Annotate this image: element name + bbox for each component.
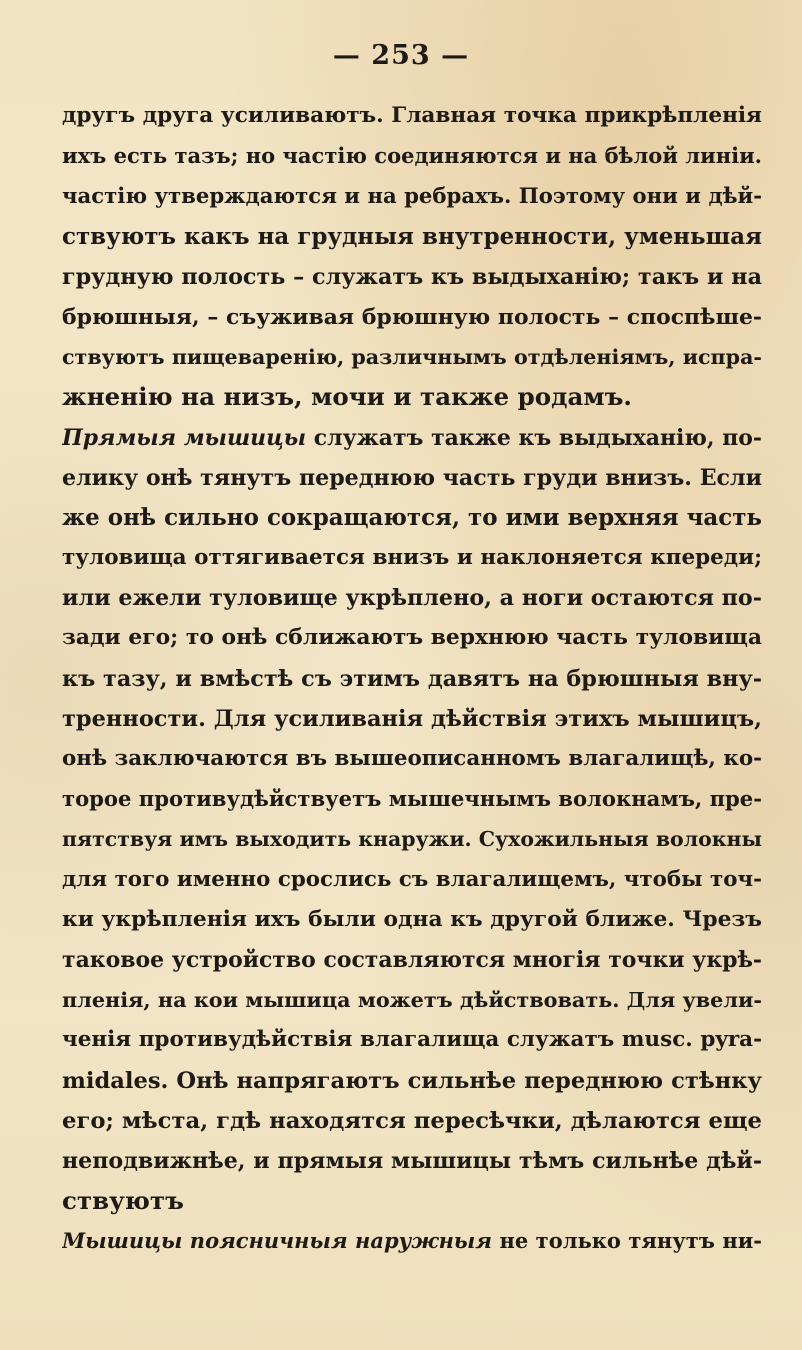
text-line-lead (62, 418, 762, 458)
text-line: или ежели туловище укрѣплено, а ноги остаются по- (62, 585, 762, 612)
text-line-rest: служатъ также къ выдыханію, по- (306, 424, 762, 451)
text-line: ихъ есть тазъ; но частію соединяются и на бѣлой линіи. (62, 143, 762, 169)
text-line-lead (62, 1221, 762, 1261)
text-line: для того именно срослись съ влагалищемъ, чтобы точ- (62, 866, 762, 892)
italic-term: Прямыя мышицы (62, 424, 307, 451)
text-line: брюшныя, – съуживая брюшную полость – споспѣше- (62, 303, 762, 330)
text-line: ки укрѣпленія ихъ были одна къ другой ближе. Чрезъ (62, 906, 762, 932)
text-line: ствуютъ (62, 1186, 184, 1216)
text-line: частію утверждаются и на ребрахъ. Поэтому они и дѣй- (62, 183, 762, 209)
text-line: же онѣ сильно сокращаются, то ими верхняя часть (62, 503, 762, 531)
italic-term: Мышицы поясничныя наружныя (62, 1228, 493, 1254)
text-line: другъ друга усиливаютъ. Главная точка прикрѣпленія (62, 103, 762, 128)
paragraph-2 (62, 418, 762, 1222)
text-line: ствуютъ пищеваренію, различнымъ отдѣленіямъ, испра- (62, 345, 762, 370)
text-line: таковое устройство составляются многія точки укрѣ- (62, 946, 762, 973)
text-line: ченія противудѣйствія влагалища служатъ musc. pyra- (62, 1027, 762, 1053)
page-number: — 253 — (332, 40, 470, 71)
text-line-rest: не только тянутъ ни- (492, 1228, 762, 1254)
paragraph-1 (62, 96, 762, 418)
text-line: туловища оттягивается внизъ и наклоняется кпереди; (62, 545, 762, 571)
text-line: его; мѣста, гдѣ находятся пересѣчки, дѣлаются еще (62, 1107, 762, 1134)
text-line: midales. Онѣ напрягаютъ сильнѣе переднюю стѣнку (62, 1067, 762, 1094)
text-line: неподвижнѣе, и прямыя мышицы тѣмъ сильнѣе дѣй- (62, 1147, 762, 1174)
text-line: онѣ заключаются въ вышеописанномъ влагалищѣ, ко- (62, 746, 762, 771)
text-line: жненію на низъ, мочи и также родамъ. (62, 382, 632, 412)
text-line: елику онѣ тянутъ переднюю часть груди внизъ. Если (62, 464, 762, 491)
text-line: тренности. Для усиливанія дѣйствія этихъ мышицъ, (62, 705, 762, 732)
text-line: торое противудѣйствуетъ мышечнымъ волокнамъ, пре- (62, 786, 762, 812)
text-line: зади его; то онѣ сближаютъ верхнюю часть туловища (62, 625, 762, 651)
text-line: къ тазу, и вмѣстѣ съ этимъ давятъ на брюшныя вну- (62, 665, 762, 692)
text-line: ствуютъ какъ на грудныя внутренности, уменьшая (62, 222, 762, 250)
text-line: пленія, на кои мышица можетъ дѣйствовать. Для увели- (62, 988, 762, 1013)
text-line: грудную полость – служатъ къ выдыханію; такъ и на (62, 263, 762, 290)
body-text (62, 96, 762, 1261)
text-line: пятствуя имъ выходить кнаружи. Сухожильныя волокны (62, 827, 762, 852)
paragraph-3 (62, 1221, 762, 1261)
